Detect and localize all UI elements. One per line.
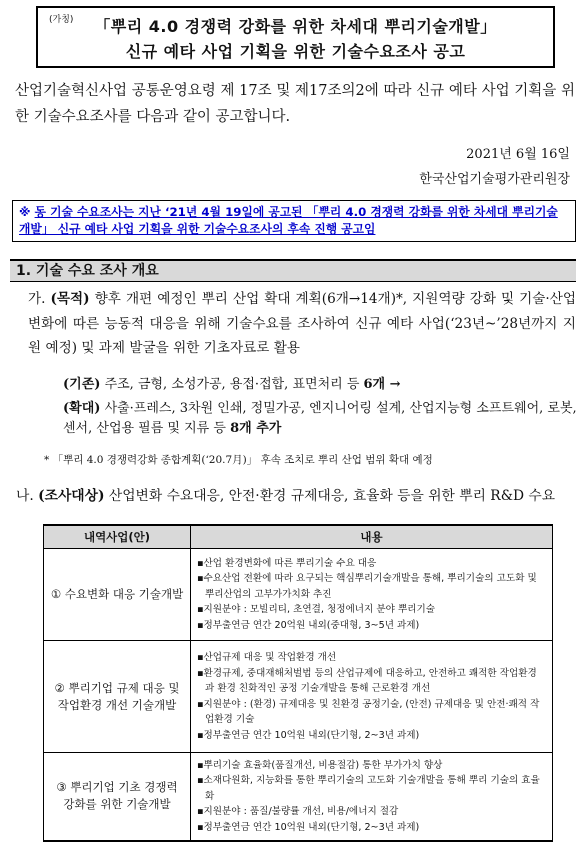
section-header (10, 259, 576, 282)
notice-mark: ※ (19, 205, 31, 219)
content-item: ▪정부출연금 연간 10억원 내외(단기형, 2~3년 과제) (197, 729, 420, 741)
program-content (191, 641, 553, 753)
purpose-paragraph (28, 287, 576, 361)
existing-line (63, 375, 578, 395)
issuing-organization: 한국산업기술평가관리원장 (419, 172, 570, 187)
title-line-2: 신규 예타 사업 기획을 위한 기술수요조사 공고 (125, 42, 466, 61)
expansion-label: (확대) (63, 401, 101, 416)
content-item: ▪산업규제 대응 및 작업환경 개선 (197, 652, 337, 663)
program-name: ② 뿌리기업 규제 대응 및 작업환경 개선 기술개발 (44, 641, 191, 753)
target-label: (조사대상) (38, 488, 105, 504)
sub-program-table (43, 524, 553, 842)
table-header-content: 내용 (191, 525, 553, 549)
purpose-label: (목적) (50, 291, 90, 307)
intro-paragraph: 산업기술혁신사업 공통운영요령 제 17조 및 제17조의2에 따라 신규 예타 사업 기획을 위한 기술수요조사를 다음과 같이 공고합니다. (15, 83, 575, 125)
notice-text: 동 기술 수요조사는 지난 ‘21년 4월 19일에 공고된 「뿌리 4.0 경쟁력 강화를 위한 차세대 뿌리기술개발」 신규 예타 사업 기획을 위한 기술수요조사의 후속 진행 공고임 (19, 205, 558, 236)
item-a-marker: 가. (28, 291, 46, 307)
title-box (36, 6, 555, 68)
content-item: ▪환경규제, 중대재해처벌법 등의 산업규제에 대응하고, 안전하고 쾌적한 작업환경과 환경 친화적인 공정 기술개발을 통해 근로환경 개선 (197, 667, 537, 694)
section-title: 1. 기술 수요 조사 개요 (16, 263, 159, 279)
content-item: ▪지원분야 : 품질/불량률 개선, 비용/에너지 절감 (197, 806, 399, 817)
item-b-marker: 나. (16, 488, 34, 504)
content-item: ▪뿌리기술 효율화(품질개선, 비용절감) 통한 부가가치 향상 (197, 759, 443, 771)
program-content (191, 549, 553, 641)
title-line-1: 「뿌리 4.0 경쟁력 강화를 위한 차세대 뿌리기술개발」 (94, 17, 497, 36)
existing-label: (기존) (63, 377, 101, 392)
content-item: ▪정부출연금 연간 10억원 내외(단기형, 2~3년 과제) (197, 821, 420, 833)
purpose-text: 향후 개편 예정인 뿌리 산업 확대 계획(6개→14개)*, 지원역량 강화 및 기술·산업 변화에 따른 능동적 대응을 위해 기술수요를 조사하여 신규 예타 사업(‘23년~’28년까지 지원 예정) 및 과제 발굴을 위한 기초자료로 활용 (28, 291, 576, 356)
target-text: 산업변화 수요대응, 안전·환경 규제대응, 효율화 등을 위한 뿌리 R&D 수요 (108, 488, 556, 504)
provisional-label: (가칭) (49, 15, 74, 25)
table-row (44, 549, 553, 641)
table-header-program: 내역사업(안) (44, 525, 191, 549)
content-item: ▪산업 환경변화에 따른 뿌리기술 수요 대응 (197, 557, 377, 569)
target-paragraph (16, 484, 555, 504)
footnote: * 「뿌리 4.0 경쟁력강화 종합계획(‘20.7月)」 후속 조치로 뿌리 산업 범위 확대 예정 (44, 454, 433, 466)
expansion-count: 8개 추가 (230, 421, 282, 436)
existing-text: 주조, 금형, 소성가공, 용접·접합, 표면처리 등 (104, 377, 360, 392)
industry-scope-list (63, 375, 578, 439)
program-name: ③ 뿌리기업 기초 경쟁력 강화를 위한 기술개발 (44, 753, 191, 841)
announcement-date: 2021년 6월 16일 (466, 147, 570, 162)
existing-count: 6개 → (363, 377, 401, 392)
content-item: ▪지원분야 : (환경) 규제대응 및 친환경 공정기술, (안전) 규제대응 및 안전·쾌적 작업환경 기술 (197, 698, 540, 725)
table-row (44, 753, 553, 841)
expansion-line (63, 399, 578, 439)
expansion-text: 사출·프레스, 3차원 인쇄, 정밀가공, 엔지니어링 설계, 산업지능형 소프트웨어, 로봇, 센서, 산업용 필름 및 지류 등 (63, 401, 577, 436)
table-header-row (44, 525, 553, 549)
program-name: ① 수요변화 대응 기술개발 (44, 549, 191, 641)
content-item: ▪지원분야 : 모빌리티, 초연결, 청정에너지 분야 뿌리기술 (197, 604, 436, 616)
notice-box (12, 200, 576, 242)
content-item: ▪소재다원화, 지능화를 통한 뿌리기술의 고도화 기술개발을 통해 뿌리 기술의 효율화 (197, 775, 540, 802)
table-row (44, 641, 553, 753)
content-item: ▪정부출연금 연간 20억원 내외(중대형, 3~5년 과제) (197, 619, 420, 631)
program-content (191, 753, 553, 841)
content-item: ▪수요산업 전환에 따라 요구되는 핵심뿌리기술개발을 통해, 뿌리기술의 고도화 및 뿌리산업의 고부가가치화 추진 (197, 573, 537, 600)
